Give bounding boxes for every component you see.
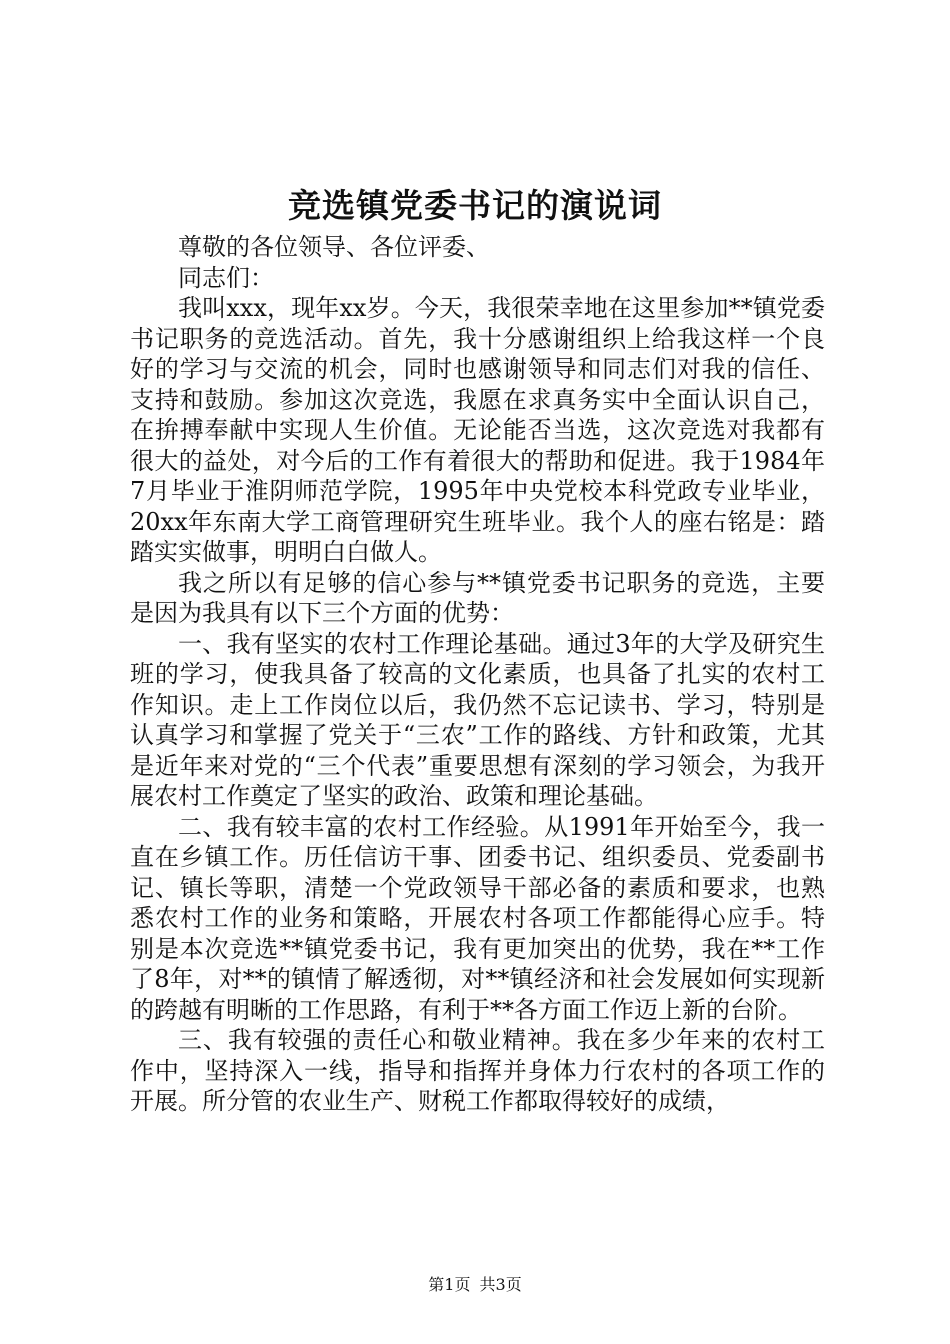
page-number: 第1页: [428, 1275, 471, 1294]
paragraph-advantages-intro: 我之所以有足够的信心参与**镇党委书记职务的竞选，主要是因为我具有以下三个方面的优势：: [130, 568, 825, 627]
salutation-line-2: 同志们：: [178, 263, 274, 292]
paragraph-introduction: 我叫xxx，现年xx岁。今天，我很荣幸地在这里参加**镇党委书记职务的竞选活动。首先，我十分感谢组织上给我这样一个良好的学习与交流的机会，同时也感谢领导和同志们对我的信任、支持和鼓励。参加这次竞选，我愿在求真务实中全面认识自己，在拚搏奉献中实现人生价值。无论能否当选，这次竞选对我都有很大的益处，对今后的工作有着很大的帮助和促进。我于1984年7月毕业于淮阴师范学院，1995年中央党校本科党政专业毕业，20xx年东南大学工商管理研究生班毕业。我个人的座右铭是：踏踏实实做事，明明白白做人。: [130, 294, 825, 566]
document-body: [130, 232, 825, 1117]
page-total: 共3页: [479, 1275, 522, 1294]
page-footer: [0, 1272, 950, 1295]
paragraph-advantage-3: 三、我有较强的责任心和敬业精神。我在多少年来的农村工作中，坚持深入一线，指导和指挥并身体力行农村的各项工作的开展。所分管的农业生产、财税工作都取得较好的成绩，: [130, 1026, 825, 1115]
paragraph-advantage-2: 二、我有较丰富的农村工作经验。从1991年开始至今，我一直在乡镇工作。历任信访干事、团委书记、组织委员、党委副书记、镇长等职，清楚一个党政领导干部必备的素质和要求，也熟悉农村工作的业务和策略，开展农村各项工作都能得心应手。特别是本次竞选**镇党委书记，我有更加突出的优势，我在**工作了8年，对**的镇情了解透彻，对**镇经济和社会发展如何实现新的跨越有明晰的工作思路，有利于**各方面工作迈上新的台阶。: [130, 812, 825, 1024]
document-title: 竞选镇党委书记的演说词: [288, 186, 662, 225]
paragraph-advantage-1: 一、我有坚实的农村工作理论基础。通过3年的大学及研究生班的学习，使我具备了较高的文化素质，也具备了扎实的农村工作知识。走上工作岗位以后，我仍然不忘记读书、学习，特别是认真学习和掌握了党关于“三农”工作的路线、方针和政策，尤其是近年来对党的“三个代表”重要思想有深刻的学习领会，为我开展农村工作奠定了坚实的政治、政策和理论基础。: [130, 629, 825, 810]
salutation-line-1: 尊敬的各位领导、各位评委、: [178, 233, 490, 261]
